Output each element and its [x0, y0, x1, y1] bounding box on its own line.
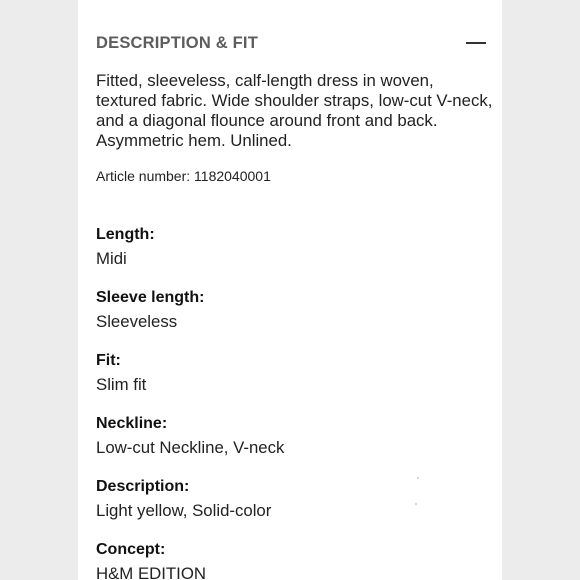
attribute-value: H&M EDITION — [96, 564, 207, 580]
speck — [417, 477, 419, 479]
article-number: Article number: 1182040001 — [96, 168, 271, 184]
attribute-description — [96, 477, 486, 521]
attribute-value: Sleeveless — [96, 312, 178, 331]
product-details-panel — [78, 0, 502, 580]
attribute-label: Neckline: — [96, 415, 168, 432]
attribute-sleeve-length — [96, 288, 486, 332]
attribute-label: Description: — [96, 478, 190, 495]
attribute-label: Concept: — [96, 541, 166, 558]
attribute-value: Slim fit — [96, 375, 147, 394]
speck — [415, 503, 417, 505]
minus-icon[interactable] — [466, 42, 486, 44]
attribute-neckline — [96, 414, 486, 458]
attribute-label: Fit: — [96, 352, 121, 369]
attribute-value: Low-cut Neckline, V-neck — [96, 438, 285, 457]
attribute-concept — [96, 540, 486, 580]
description-fit-accordion-header[interactable] — [96, 30, 486, 56]
attribute-value: Light yellow, Solid-color — [96, 501, 272, 520]
section-title: DESCRIPTION & FIT — [96, 34, 258, 52]
attribute-fit — [96, 351, 486, 395]
product-description: Fitted, sleeveless, calf-length dress in woven, textured fabric. Wide shoulder straps, low-cut V-neck, and a diagonal flounce around front and back. Asymmetric hem. Unlined. — [96, 71, 493, 150]
attribute-label: Sleeve length: — [96, 289, 205, 306]
attribute-label: Length: — [96, 226, 155, 243]
attribute-value: Midi — [96, 249, 127, 268]
attribute-length — [96, 225, 486, 269]
